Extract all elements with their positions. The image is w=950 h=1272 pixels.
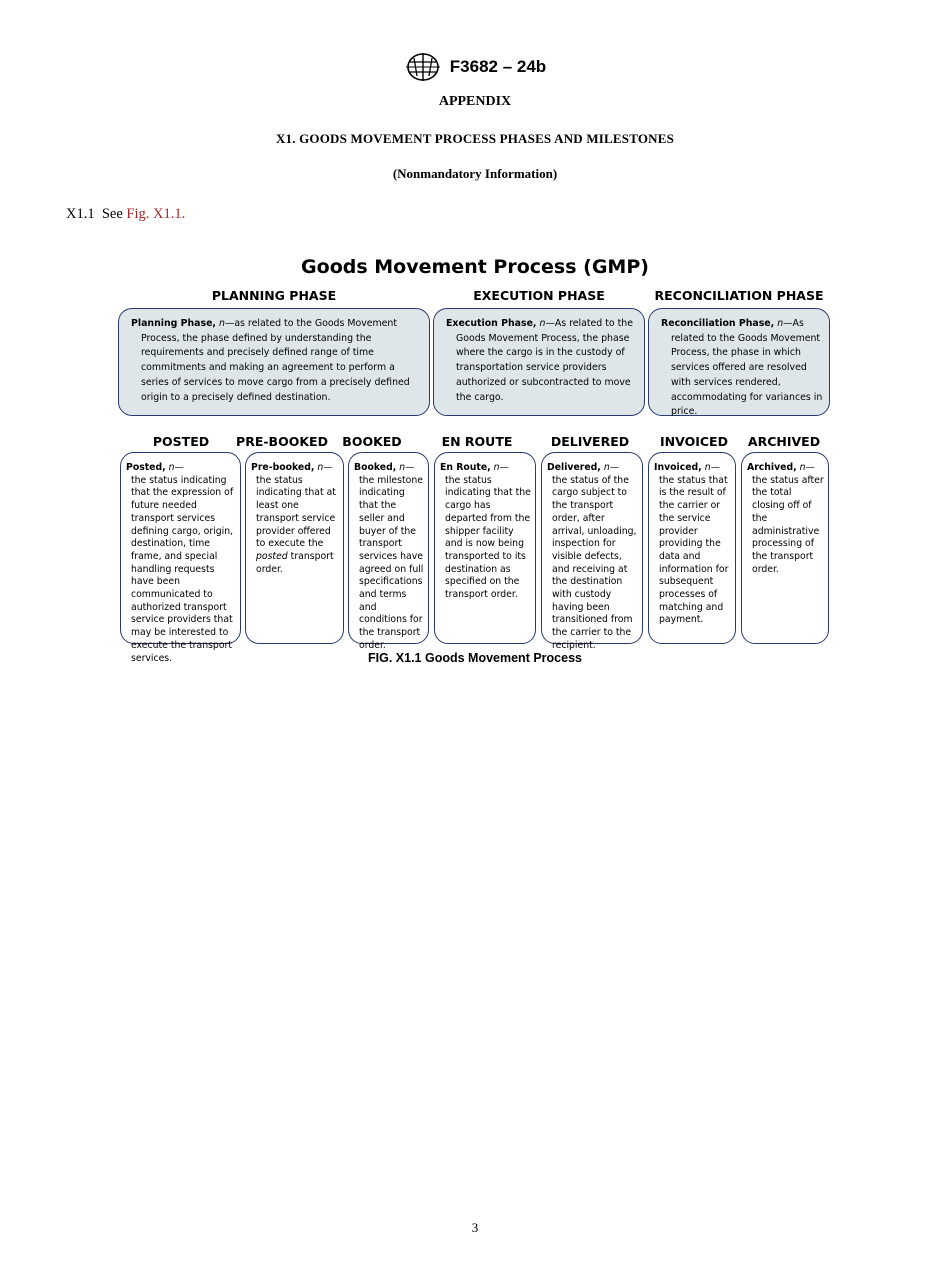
document-header (0, 52, 950, 87)
phase-pos: n (218, 318, 225, 329)
nonmandatory-note: (Nonmandatory Information) (392, 166, 558, 181)
appendix-heading: APPENDIX (438, 94, 512, 109)
figure-caption: FIG. X1.1 Goods Movement Process (368, 651, 582, 665)
paragraph-number: X1.1 (66, 206, 95, 222)
milestone-definition: the milestone indicating that the seller and buyer of the transport services have agreed on full specifications and terms and conditions for the transport order. (359, 474, 424, 651)
milestone-term: Booked, (354, 462, 397, 473)
figure-link[interactable]: Fig. X1.1. (126, 206, 186, 222)
milestone-box-en-route (434, 452, 536, 644)
document-code: F3682 – 24b (449, 57, 547, 76)
milestone-label-delivered: DELIVERED (550, 434, 630, 449)
milestone-definition: the status indicating that the expression of future needed transport services defining cargo, origin, destination, time frame, and special handling requests have been communicated to authorized transport service providers that may be interested to execute the transport services. (131, 474, 234, 664)
milestone-term: Delivered, (547, 462, 601, 473)
milestone-term: Invoiced, (654, 462, 702, 473)
milestone-box-booked (348, 452, 429, 651)
phase-label-reconciliation: RECONCILIATION PHASE (654, 288, 824, 303)
definition-text: transport order. (256, 550, 334, 575)
milestone-box-pre-booked (245, 452, 344, 644)
milestone-pos: n— (704, 462, 720, 473)
phase-term: Execution Phase, (446, 318, 537, 329)
milestone-pos: n— (399, 462, 415, 473)
milestone-definition: the status of the cargo subject to the transport order, after arrival, unloading, inspection for visible defects, and receiving at the destination with custody having been transitioned from the carrier to the recipient. (552, 474, 637, 651)
milestone-term: Pre-booked, (251, 462, 315, 473)
milestone-pos: n— (799, 462, 815, 473)
phase-pos: n (777, 318, 784, 329)
milestone-pos: n— (603, 462, 620, 473)
milestone-label-posted: POSTED (152, 434, 210, 449)
milestone-box-delivered (541, 452, 643, 651)
milestone-box-posted (120, 452, 241, 664)
phase-definition: —as related to the Goods Movement Process, the phase defined by understanding the requirements and precisely defined range of time commitments and making an agreement to perform a series of services to move cargo from a precisely defined origin to a precisely defined destination. (141, 318, 410, 403)
paragraph-x1-1 (66, 206, 185, 223)
milestone-label-invoiced: INVOICED (660, 434, 728, 449)
milestone-label-en-route: EN ROUTE (441, 434, 513, 449)
section-title: X1. GOODS MOVEMENT PROCESS PHASES AND MILESTONES (275, 131, 675, 146)
phase-box-reconciliation (648, 308, 830, 416)
milestone-label-archived: ARCHIVED (747, 434, 821, 449)
milestone-pos: n— (317, 462, 333, 473)
milestone-box-archived (741, 452, 829, 644)
milestone-definition: the status indicating that the cargo has departed from the shipper facility and is now being transported to its destination as specified on the transport order. (445, 474, 531, 601)
phase-term: Reconciliation Phase, (661, 318, 775, 329)
definition-text: the status indicating that at least one transport service provider offered to execute the (256, 474, 336, 550)
figure-title: Goods Movement Process (GMP) (301, 256, 649, 278)
milestone-label-pre-booked: PRE-BOOKED (236, 434, 328, 449)
milestone-definition: the status that is the result of the carrier or the service provider providing the data and information for subsequent processes of matching and payment. (659, 474, 729, 626)
milestone-label-booked: BOOKED (342, 434, 402, 449)
phase-box-planning (118, 308, 430, 416)
milestone-pos: n— (493, 462, 509, 473)
milestone-box-invoiced (648, 452, 736, 644)
milestone-definition (251, 475, 339, 577)
phase-label-execution: EXECUTION PHASE (473, 288, 605, 303)
phase-term: Planning Phase, (131, 318, 216, 329)
astm-logo-icon (404, 52, 442, 82)
phase-label-planning: PLANNING PHASE (211, 288, 337, 303)
milestone-term: Posted, (126, 462, 166, 473)
phase-box-execution (433, 308, 645, 416)
paragraph-text: See (101, 206, 123, 222)
phase-definition: —As related to the Goods Movement Process, the phase in which services offered are resolved with services rendered, accommodating for variances in price. (671, 318, 823, 418)
definition-emphasis: posted (256, 550, 288, 562)
milestone-definition: the status after the total closing off of the administrative processing of the transport order. (752, 474, 824, 575)
milestone-pos: n— (168, 462, 184, 473)
page-number: 3 (471, 1220, 479, 1235)
milestone-term: Archived, (747, 462, 797, 473)
phase-definition: —As related to the Goods Movement Process, the phase where the cargo is in the custody of transportation service providers authorized or subcontracted to move the cargo. (456, 318, 634, 403)
phase-pos: n (539, 318, 546, 329)
milestone-term: En Route, (440, 462, 491, 473)
